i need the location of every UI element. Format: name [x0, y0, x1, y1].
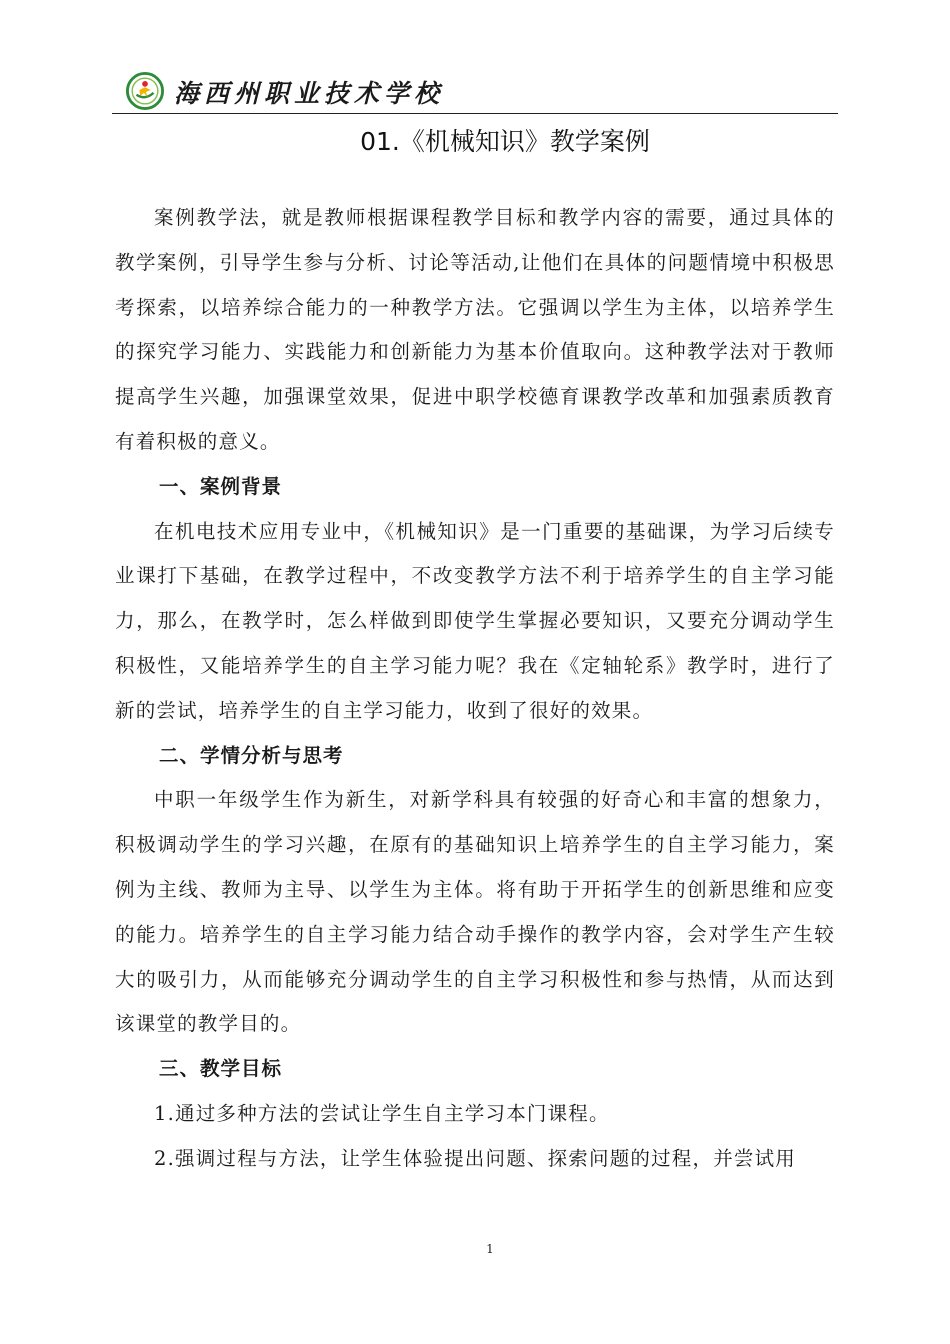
header-divider [112, 113, 838, 114]
paragraph-background: 在机电技术应用专业中，《机械知识》是一门重要的基础课，为学习后续专业课打下基础，在教学过程中，不改变教学方法不利于培养学生的自主学习能力，那么，在教学时，怎么样做到即使学生掌握必要知识，又要充分调动学生积极性，又能培养学生的自主学习能力呢？我在《定轴轮系》教学时，进行了新的尝试，培养学生的自主学习能力，收到了很好的效果。 [115, 519, 835, 722]
document-body [115, 196, 835, 1182]
document-title: 01.《机械知识》教学案例 [360, 127, 650, 156]
section-heading-background: 一、案例背景 [159, 474, 283, 498]
paragraph-intro: 案例教学法，就是教师根据课程教学目标和教学内容的需要，通过具体的教学案例，引导学生参与分析、讨论等活动,让他们在具体的问题情境中积极思考探索，以培养综合能力的一种教学方法。它强调以学生为主体，以培养学生的探究学习能力、实践能力和创新能力为基本价值取向。这种教学法对于教师提高学生兴趣，加强课堂效果，促进中职学校德育课教学改革和加强素质教育有着积极的意义。 [115, 206, 835, 453]
school-emblem-icon [126, 72, 164, 110]
page-header [112, 64, 838, 112]
objective-item-2: 2.强调过程与方法，让学生体验提出问题、探索问题的过程，并尝试用 [154, 1146, 797, 1170]
section-heading-analysis: 二、学情分析与思考 [159, 743, 344, 767]
section-heading-objectives: 三、教学目标 [159, 1057, 283, 1081]
school-name: 海西州职业技术学校 [174, 79, 445, 108]
page-number: 1 [486, 1242, 494, 1256]
paragraph-analysis: 中职一年级学生作为新生，对新学科具有较强的好奇心和丰富的想象力，积极调动学生的学习兴趣，在原有的基础知识上培养学生的自主学习能力，案例为主线、教师为主导、以学生为主体。将有助于开拓学生的创新思维和应变的能力。培养学生的自主学习能力结合动手操作的教学内容，会对学生产生较大的吸引力，从而能够充分调动学生的自主学习积极性和参与热情，从而达到该课堂的教学目的。 [115, 788, 835, 1036]
objective-item-1: 1.通过多种方法的尝试让学生自主学习本门课程。 [154, 1101, 610, 1125]
